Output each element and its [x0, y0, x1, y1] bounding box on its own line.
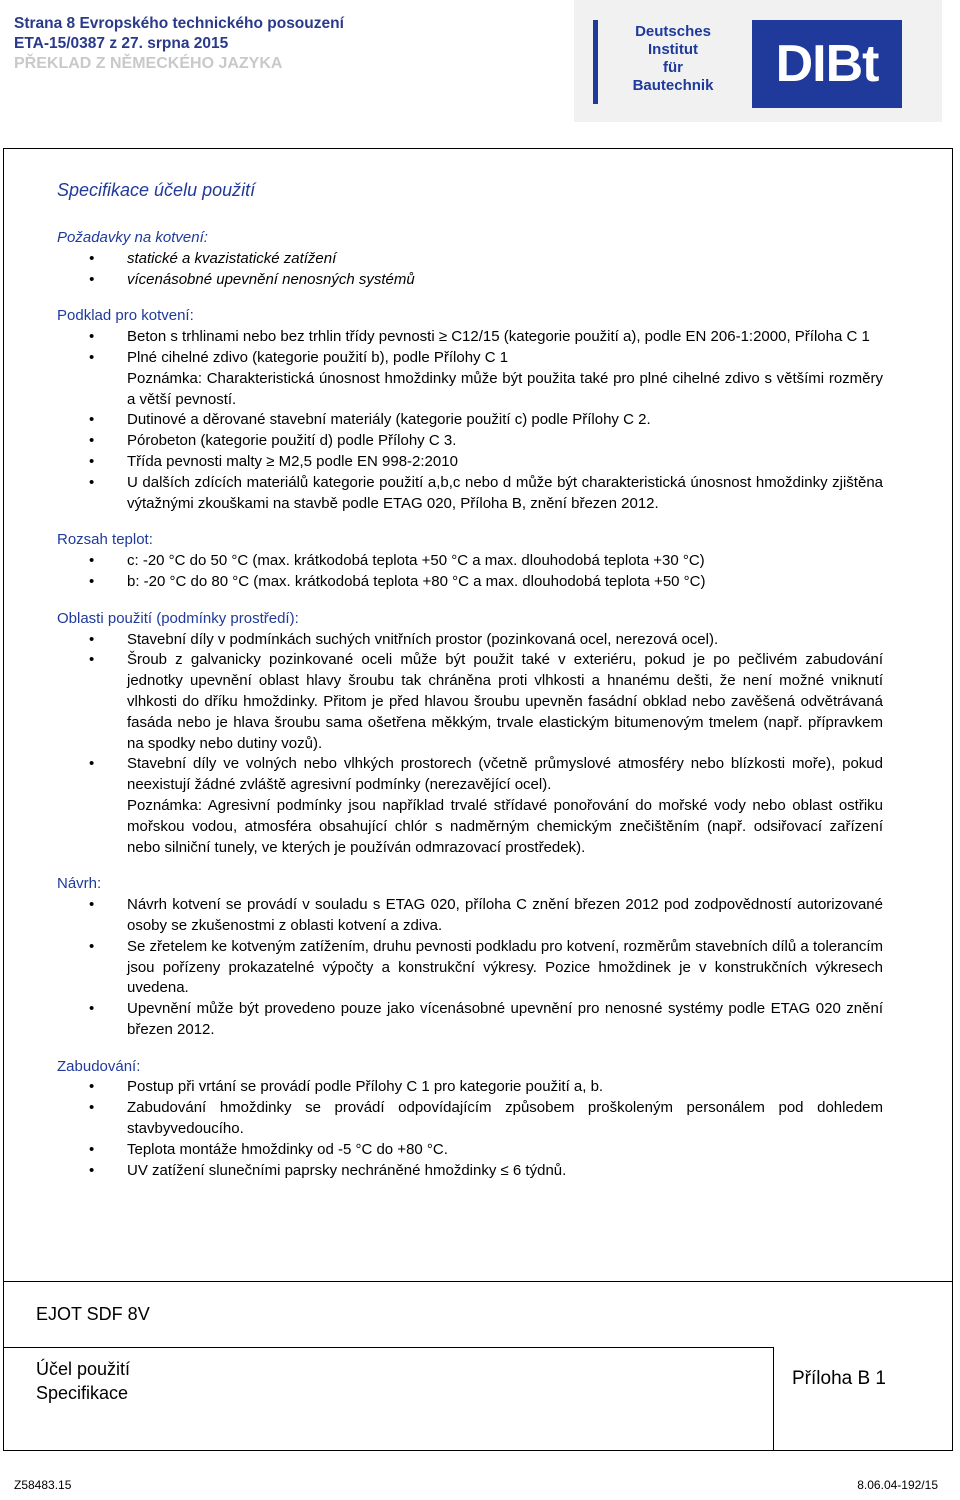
- list-item: • Stavební díly ve volných nebo vlhkých prostorech (včetně průmyslové atmosféry nebo blízkosti moře), pokud neexistují žádné zvláště agresivní podmínky (nerezavějící ocel).: [57, 754, 883, 796]
- page-title: Specifikace účelu použití: [57, 180, 256, 200]
- list-item: • Návrh kotvení se provádí v souladu s ETAG 020, příloha C znění březen 2012 pod zodpovědností autorizované osoby se zkušenostmi z oblasti kotvení a zdiva.: [57, 895, 883, 937]
- list-item: • Plné cihelné zdivo (kategorie použití b), podle Přílohy C 1: [57, 348, 883, 369]
- list-item: • U dalších zdících materiálů kategorie použití a,b,c nebo d může být charakteristická únosnost hmoždinky zjištěna výtažnými zkouškami na stavbě podle ETAG 020, Příloha B, znění březen 2012.: [57, 473, 883, 515]
- bullet-list: [57, 327, 883, 514]
- footer-purpose-title: Účel použití: [36, 1359, 131, 1379]
- list-item: • Beton s trhlinami nebo bez trhlin třídy pevnosti ≥ C12/15 (kategorie použití a), podle EN 206-1:2000, Příloha C 1: [57, 327, 883, 348]
- section-heading: Oblasti použití (podmínky prostředí):: [57, 609, 299, 627]
- list-item: • Třída pevnosti malty ≥ M2,5 podle EN 998-2:2010: [57, 452, 883, 473]
- bullet-list: [57, 249, 883, 291]
- footer-annex-label: Příloha B 1: [792, 1368, 886, 1389]
- list-item: • Teplota montáže hmoždinky od -5 °C do +80 °C.: [57, 1140, 883, 1161]
- logo-institute-name: [608, 23, 738, 95]
- document-code: Z58483.15: [14, 1478, 72, 1492]
- list-item: • Postup při vrtání se provádí podle Přílohy C 1 pro kategorie použití a, b.: [57, 1077, 883, 1098]
- logo-line-1: Deutsches: [635, 23, 711, 40]
- list-note: Poznámka: Charakteristická únosnost hmoždinky může být použita také pro plné cihelné zdivo s většími rozměry a větší pevností.: [127, 369, 883, 408]
- list-item: • Pórobeton (kategorie použití d) podle Přílohy C 3.: [57, 431, 883, 452]
- section-heading: Návrh:: [57, 875, 102, 893]
- logo-line-4: Bautechnik: [632, 77, 714, 94]
- list-note: Poznámka: Agresivní podmínky jsou například trvalé střídavé ponořování do mořské vody nebo oblast ostřiku mořskou vodou, atmosféra obsahující chlór s nadměrným chemickým znečištěním (např. odsiřovací zařízení nebo silniční tunely, ve kterých je používán odmrazovací prostředek).: [127, 796, 883, 856]
- list-item: • Se zřetelem ke kotveným zatížením, druhu pevnosti podkladu pro kotvení, rozměrům stavebních dílů a tolerancím jsou pořízeny prokazatelné výpočty a konstrukční výkresy. Pozice hmoždinek je v konstrukčních výkresech uvedena.: [57, 937, 883, 999]
- header-page-ref: Strana 8 Evropského technického posouzení: [14, 15, 344, 32]
- section-use-conditions: [57, 609, 883, 859]
- bullet-list: [57, 630, 883, 859]
- bullet-list: [57, 895, 883, 1041]
- list-item: • vícenásobné upevnění nenosných systémů: [57, 270, 883, 291]
- list-item: • statické a kvazistatické zatížení: [57, 249, 883, 270]
- footer-column-divider: [773, 1347, 774, 1451]
- header-eta-ref: ETA-15/0387 z 27. srpna 2015: [14, 35, 229, 52]
- list-item: • c: -20 °C do 50 °C (max. krátkodobá teplota +50 °C a max. dlouhodobá teplota +30 °C): [57, 551, 883, 572]
- reference-code: 8.06.04-192/15: [857, 1478, 938, 1492]
- section-heading: Rozsah teplot:: [57, 531, 153, 549]
- section-requirements: [57, 228, 883, 290]
- document-header: [14, 14, 344, 74]
- bullet-list: [57, 1077, 883, 1181]
- header-translation-note: PŘEKLAD Z NĚMECKÉHO JAZYKA: [14, 55, 283, 72]
- footer-inner-divider: [3, 1347, 773, 1348]
- section-temperature-range: [57, 530, 883, 592]
- section-heading: Požadavky na kotvení:: [57, 229, 208, 246]
- section-base-material: [57, 306, 883, 514]
- logo-mark: DIBt: [752, 20, 902, 108]
- logo-line-3: für: [663, 59, 683, 76]
- section-heading: Podklad pro kotvení:: [57, 307, 194, 325]
- list-item: • Stavební díly v podmínkách suchých vnitřních prostor (pozinkovaná ocel, nerezová ocel).: [57, 630, 883, 651]
- footer-divider: [3, 1281, 953, 1282]
- footer-product-name: EJOT SDF 8V: [36, 1304, 150, 1324]
- list-item: • Upevnění může být provedeno pouze jako vícenásobné upevnění pro nenosné systémy podle ETAG 020 znění březen 2012.: [57, 999, 883, 1041]
- logo-accent-bar: [593, 20, 598, 104]
- list-item: • UV zatížení slunečními paprsky nechráněné hmoždinky ≤ 6 týdnů.: [57, 1161, 883, 1182]
- logo-line-2: Institut: [648, 41, 698, 58]
- list-item: • Dutinové a děrované stavební materiály (kategorie použití c) podle Přílohy C 2.: [57, 410, 883, 431]
- main-content: [57, 178, 883, 1197]
- section-heading: Zabudování:: [57, 1057, 141, 1075]
- list-item: • Zabudování hmoždinky se provádí odpovídajícím způsobem proškoleným personálem pod dohledem stavbyvedoucího.: [57, 1098, 883, 1140]
- bullet-list: [57, 551, 883, 593]
- list-item: • b: -20 °C do 80 °C (max. krátkodobá teplota +80 °C a max. dlouhodobá teplota +50 °C): [57, 572, 883, 593]
- footer-purpose-sub: Specifikace: [36, 1383, 129, 1403]
- list-item: • Šroub z galvanicky pozinkované oceli může být použit také v exteriéru, pokud je po pečlivém zabudování jednotky upevnění oblast hlavy šroubu tak chráněna proti vlhkosti a hnanému dešti, že není možné vniknutí vlhkosti do dříku hmoždinky. Přitom je před hlavou šroubu upevněn fasádní obklad nebo zavěšená odvětrávaná fasáda nebo je hlava šroubu sama ošetřena měkkým, trvale elastickým bitumenovým tmelem (např. přípravkem na spodky nebo dutiny vozů).: [57, 650, 883, 754]
- section-installation: [57, 1057, 883, 1182]
- section-design: [57, 874, 883, 1040]
